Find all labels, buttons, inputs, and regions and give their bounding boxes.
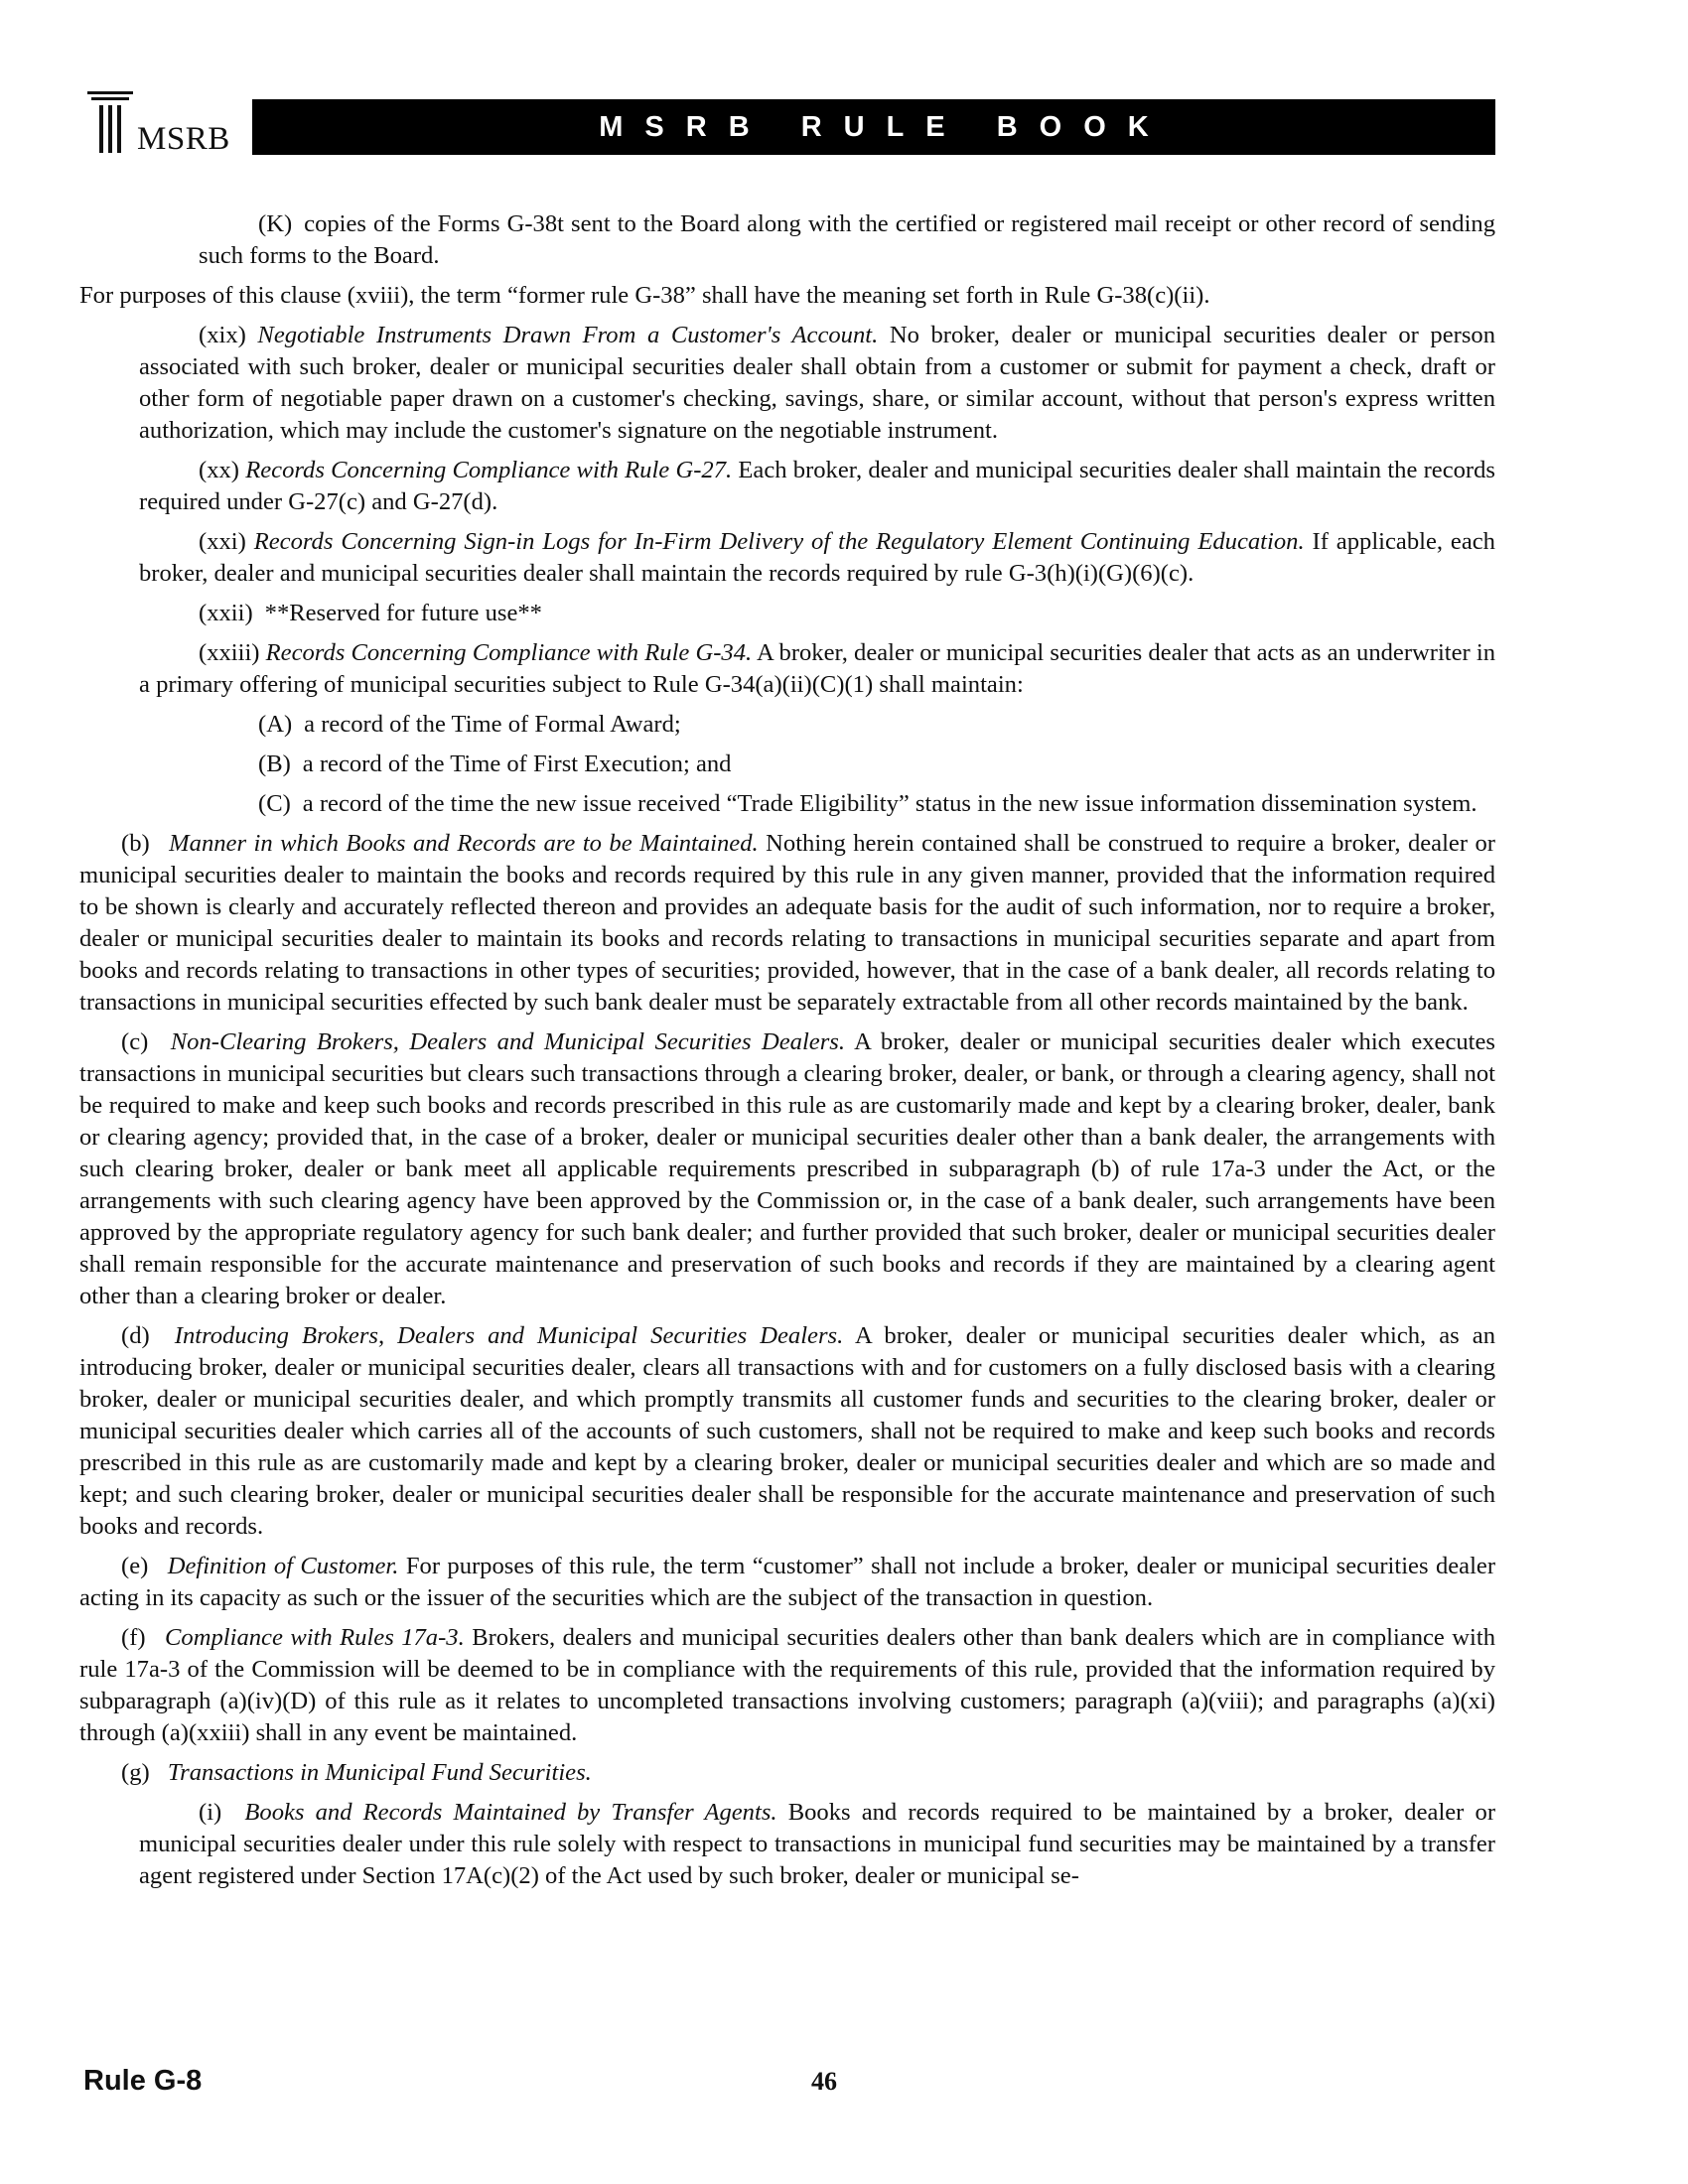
- clause-g-i: (i) Books and Records Maintained by Transfer Agents. Books and records required to be maintained by a broker, dealer or municipal securities dealer under this rule solely with respect to transactions in municipal fund securities may be maintained by a transfer agent registered under Section 17A(c)(2) of the Act used by such broker, dealer or municipal se-: [139, 1799, 1496, 1889]
- clause-xxii: (xxii) **Reserved for future use**: [199, 600, 542, 626]
- page-number: 46: [811, 2067, 837, 2096]
- clause-C: (C) a record of the time the new issue received “Trade Eligibility” status in the new issue information dissemination system.: [258, 790, 1477, 817]
- clause-B: (B) a record of the Time of First Execution; and: [258, 751, 732, 777]
- columns-logo-icon: [87, 91, 135, 157]
- section-d: (d) Introducing Brokers, Dealers and Municipal Securities Dealers. A broker, dealer or municipal securities dealer which, as an introducing broker, dealer or municipal securities dealer, clears all transactions with and for customers on a fully disclosed basis with a clearing broker, dealer or municipal securities dealer, and which promptly transmits all customer funds and securities to the clearing broker, dealer or municipal securities dealer which carries all of the accounts of such customers, shall not be required to make and keep such books and records prescribed in this rule as are customarily made and kept by a clearing broker, dealer or municipal securities dealer and which are so made and kept; and such clearing broker, dealer or municipal securities dealer shall be responsible for the accurate maintenance and preservation of such books and records.: [79, 1322, 1495, 1540]
- footer-rule-label: Rule G-8: [83, 2065, 203, 2097]
- section-c: (c) Non-Clearing Brokers, Dealers and Municipal Securities Dealers. A broker, dealer or municipal securities dealer which executes transactions in municipal securities but clears such transactions through a clearing broker, dealer, or bank, or through a clearing agency, shall not be required to make and keep such books and records prescribed in this rule as are customarily made and kept by a clearing broker, dealer, bank or clearing agency; provided that, in the case of a broker, dealer or municipal securities dealer other than a bank dealer, the arrangements with such clearing broker, dealer or bank meet all applicable requirements prescribed in subparagraph (b) of rule 17a-3 under the Act, or the arrangements with such clearing agency have been approved by the Commission or, in the case of a bank dealer, such arrangements have been approved by the appropriate regulatory agency for such bank dealer; and further provided that such broker, dealer or municipal securities dealer shall remain responsible for the accurate maintenance and preservation of such books and records if they are maintained by a clearing agent other than a clearing broker or dealer.: [79, 1028, 1495, 1309]
- section-b: (b) Manner in which Books and Records are to be Maintained. Nothing herein contained shall be construed to require a broker, dealer or municipal securities dealer to maintain the books and records required by this rule in any given manner, provided that the information required to be shown is clearly and accurately reflected thereon and provides an adequate basis for the audit of such information, nor to require a broker, dealer or municipal securities dealer to maintain its books and records relating to transactions in municipal securities separate and apart from books and records relating to transactions in other types of securities; provided, however, that in the case of a bank dealer, all records relating to transactions in municipal securities effected by such bank dealer must be separately extractable from all other records maintained by the bank.: [79, 830, 1495, 1016]
- logo-text: MSRB: [137, 121, 230, 157]
- clause-xxi: (xxi) Records Concerning Sign-in Logs for In-Firm Delivery of the Regulatory Element Continuing Education. If applicable, each broker, dealer and municipal securities dealer shall maintain the records required by rule G-3(h)(i)(G)(6)(c).: [139, 528, 1495, 587]
- banner-title: MSRB RULE BOOK: [599, 110, 1171, 143]
- clause-xx: (xx) Records Concerning Compliance with Rule G-27. Each broker, dealer and municipal securities dealer shall maintain the records required under G-27(c) and G-27(d).: [139, 457, 1495, 515]
- msrb-logo: [87, 91, 256, 161]
- section-e: (e) Definition of Customer. For purposes of this rule, the term “customer” shall not include a broker, dealer or municipal securities dealer acting in its capacity as such or the issuer of the securities which are the subject of the transaction in question.: [79, 1553, 1496, 1611]
- clause-A: (A) a record of the Time of Formal Award;: [258, 711, 681, 738]
- clause-xxiii: (xxiii) Records Concerning Compliance with Rule G-34. A broker, dealer or municipal securities dealer that acts as an underwriter in a primary offering of municipal securities subject to Rule G-34(a)(ii)(C)(1) shall maintain:: [139, 639, 1496, 698]
- section-g: (g) Transactions in Municipal Fund Securities.: [121, 1759, 592, 1786]
- section-f: (f) Compliance with Rules 17a-3. Brokers, dealers and municipal securities dealers other than bank dealers which are in compliance with rule 17a-3 of the Commission will be deemed to be in compliance with the requirements of this rule, provided that the information required by subparagraph (a)(iv)(D) of this rule as it relates to uncompleted transactions involving customers; paragraph (a)(viii); and paragraphs (a)(xi) through (a)(xxiii) shall in any event be maintained.: [79, 1624, 1496, 1746]
- clause-K: (K) copies of the Forms G-38t sent to the Board along with the certified or registered mail receipt or other record of sending such forms to the Board.: [199, 210, 1495, 269]
- rule-book-banner: [252, 99, 1495, 155]
- document-body: [79, 208, 1495, 1900]
- clause-xix: (xix) Negotiable Instruments Drawn From a Customer's Account. No broker, dealer or municipal securities dealer or person associated with such broker, dealer or municipal securities dealer shall obtain from a customer or submit for payment a check, draft or other form of negotiable paper drawn on a customer's checking, savings, share, or similar account, without that person's express written authorization, which may include the customer's signature on the negotiable instrument.: [139, 322, 1495, 444]
- clause-note: For purposes of this clause (xviii), the term “former rule G-38” shall have the meaning set forth in Rule G-38(c)(ii).: [79, 282, 1210, 309]
